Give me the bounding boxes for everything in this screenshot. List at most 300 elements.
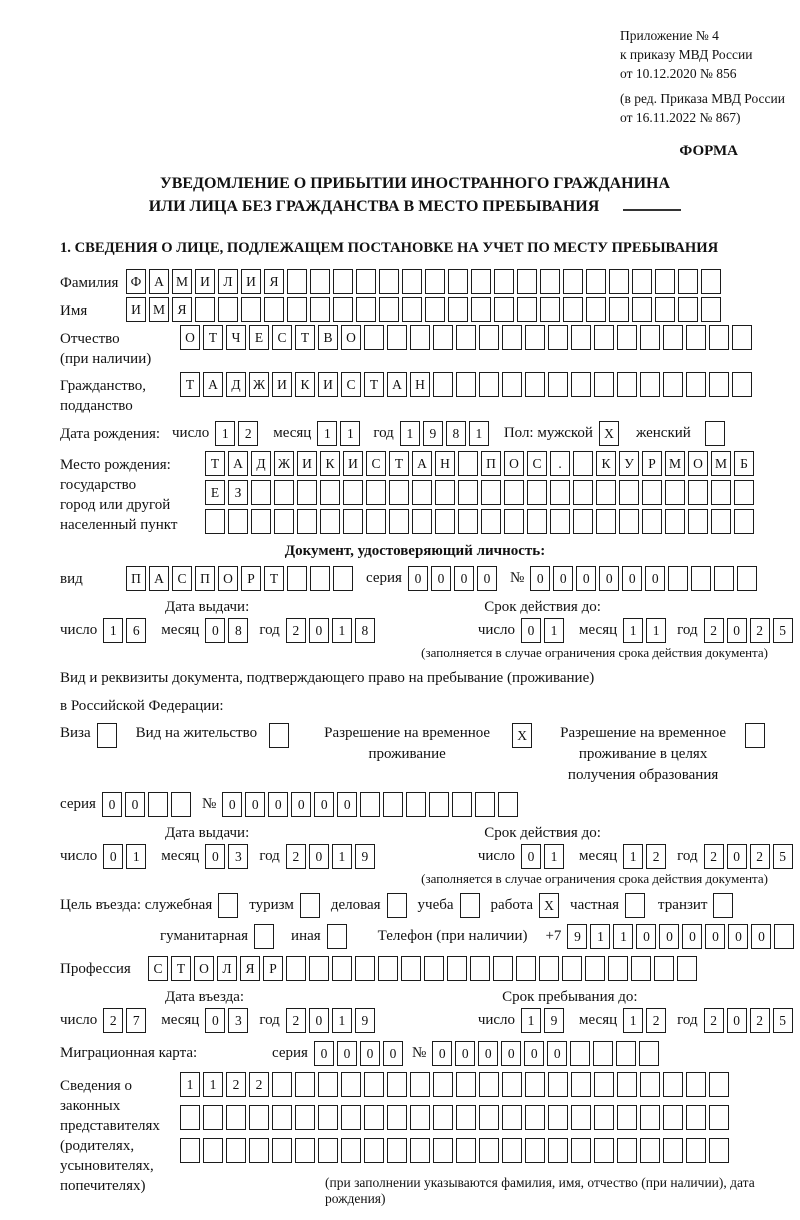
patronymic-cell[interactable] bbox=[479, 325, 499, 350]
date-cell[interactable]: 0 bbox=[205, 844, 225, 869]
doc-number-cell[interactable] bbox=[691, 566, 711, 591]
date-cell[interactable]: 2 bbox=[286, 618, 306, 643]
birthplace-cell[interactable] bbox=[734, 480, 754, 505]
date-cell[interactable]: 1 bbox=[126, 844, 146, 869]
surname-cell[interactable] bbox=[356, 269, 376, 294]
representative-cell[interactable] bbox=[525, 1138, 545, 1163]
birthplace-cell[interactable]: Д bbox=[251, 451, 271, 476]
date-cell[interactable]: 2 bbox=[750, 618, 770, 643]
birthplace-cell[interactable] bbox=[504, 509, 524, 534]
phone-cell[interactable]: 0 bbox=[728, 924, 748, 949]
business-cell[interactable] bbox=[387, 893, 407, 918]
representative-cell[interactable] bbox=[594, 1138, 614, 1163]
migration-number-cell[interactable] bbox=[639, 1041, 659, 1066]
birthplace-cell[interactable] bbox=[320, 480, 340, 505]
surname-cell[interactable]: М bbox=[172, 269, 192, 294]
birth-year-cell[interactable]: 8 bbox=[446, 421, 466, 446]
given-name-cell[interactable] bbox=[540, 297, 560, 322]
doc-type-cell[interactable]: А bbox=[149, 566, 169, 591]
doc-type-cell[interactable] bbox=[333, 566, 353, 591]
representative-cell[interactable] bbox=[617, 1138, 637, 1163]
phone-cell[interactable]: 0 bbox=[682, 924, 702, 949]
citizenship-cell[interactable] bbox=[732, 372, 752, 397]
date-cell[interactable]: 5 bbox=[773, 844, 793, 869]
birthplace-cell[interactable] bbox=[596, 509, 616, 534]
permit-number-cell[interactable]: 0 bbox=[245, 792, 265, 817]
doc-type-cell[interactable]: Р bbox=[241, 566, 261, 591]
citizenship-cell[interactable]: Ж bbox=[249, 372, 269, 397]
date-cell[interactable]: 9 bbox=[544, 1008, 564, 1033]
birthplace-cell[interactable] bbox=[297, 480, 317, 505]
doc-type-cell[interactable] bbox=[310, 566, 330, 591]
birthplace-cell[interactable] bbox=[504, 480, 524, 505]
representative-cell[interactable] bbox=[387, 1105, 407, 1130]
profession-cell[interactable]: О bbox=[194, 956, 214, 981]
profession-cell[interactable] bbox=[677, 956, 697, 981]
birthplace-cell[interactable] bbox=[711, 509, 731, 534]
date-cell[interactable]: 0 bbox=[309, 844, 329, 869]
birthplace-cell[interactable] bbox=[642, 480, 662, 505]
representative-cell[interactable] bbox=[709, 1072, 729, 1097]
patronymic-cell[interactable] bbox=[709, 325, 729, 350]
profession-cell[interactable]: С bbox=[148, 956, 168, 981]
representative-cell[interactable] bbox=[249, 1105, 269, 1130]
date-cell[interactable]: 1 bbox=[623, 1008, 643, 1033]
date-cell[interactable]: 6 bbox=[126, 618, 146, 643]
date-cell[interactable]: 8 bbox=[228, 618, 248, 643]
transit-cell[interactable] bbox=[713, 893, 733, 918]
patronymic-cell[interactable] bbox=[387, 325, 407, 350]
representative-cell[interactable] bbox=[663, 1105, 683, 1130]
representative-cell[interactable] bbox=[364, 1072, 384, 1097]
citizenship-cell[interactable]: Т bbox=[364, 372, 384, 397]
representative-cell[interactable] bbox=[525, 1105, 545, 1130]
permit-number-cell[interactable] bbox=[498, 792, 518, 817]
birthplace-cell[interactable] bbox=[711, 480, 731, 505]
patronymic-cell[interactable] bbox=[410, 325, 430, 350]
representative-cell[interactable] bbox=[594, 1105, 614, 1130]
patronymic-cell[interactable]: В bbox=[318, 325, 338, 350]
representative-cell[interactable]: 2 bbox=[249, 1072, 269, 1097]
date-cell[interactable]: 2 bbox=[704, 844, 724, 869]
surname-cell[interactable] bbox=[540, 269, 560, 294]
representative-cell[interactable] bbox=[295, 1138, 315, 1163]
surname-cell[interactable] bbox=[678, 269, 698, 294]
representative-cell[interactable] bbox=[502, 1138, 522, 1163]
representative-cell[interactable]: 1 bbox=[180, 1072, 200, 1097]
doc-number-cell[interactable]: 0 bbox=[553, 566, 573, 591]
private-cell[interactable] bbox=[625, 893, 645, 918]
birthplace-cell[interactable]: З bbox=[228, 480, 248, 505]
migration-number-cell[interactable]: 0 bbox=[478, 1041, 498, 1066]
given-name-cell[interactable] bbox=[287, 297, 307, 322]
date-cell[interactable]: 2 bbox=[646, 844, 666, 869]
date-cell[interactable]: 1 bbox=[544, 618, 564, 643]
patronymic-cell[interactable] bbox=[663, 325, 683, 350]
birthplace-cell[interactable]: . bbox=[550, 451, 570, 476]
date-cell[interactable]: 1 bbox=[623, 844, 643, 869]
doc-type-cell[interactable]: П bbox=[195, 566, 215, 591]
birth-year-cell[interactable]: 1 bbox=[400, 421, 420, 446]
humanitarian-cell[interactable] bbox=[254, 924, 274, 949]
date-cell[interactable]: 1 bbox=[623, 618, 643, 643]
birthplace-cell[interactable] bbox=[389, 480, 409, 505]
doc-series-cell[interactable]: 0 bbox=[477, 566, 497, 591]
surname-cell[interactable] bbox=[471, 269, 491, 294]
permit-number-cell[interactable]: 0 bbox=[291, 792, 311, 817]
patronymic-cell[interactable]: О bbox=[341, 325, 361, 350]
patronymic-cell[interactable] bbox=[640, 325, 660, 350]
given-name-cell[interactable] bbox=[195, 297, 215, 322]
representative-cell[interactable] bbox=[226, 1138, 246, 1163]
profession-cell[interactable] bbox=[539, 956, 559, 981]
representative-cell[interactable] bbox=[433, 1138, 453, 1163]
birthplace-cell[interactable]: Т bbox=[389, 451, 409, 476]
doc-number-cell[interactable]: 0 bbox=[645, 566, 665, 591]
visa-cell[interactable] bbox=[97, 723, 117, 748]
permit-number-cell[interactable]: 0 bbox=[337, 792, 357, 817]
representative-cell[interactable] bbox=[249, 1138, 269, 1163]
permit-number-cell[interactable]: 0 bbox=[314, 792, 334, 817]
representative-cell[interactable] bbox=[341, 1105, 361, 1130]
doc-number-cell[interactable]: 0 bbox=[599, 566, 619, 591]
profession-cell[interactable] bbox=[378, 956, 398, 981]
representative-cell[interactable] bbox=[548, 1072, 568, 1097]
phone-cell[interactable]: 0 bbox=[705, 924, 725, 949]
citizenship-cell[interactable]: С bbox=[341, 372, 361, 397]
birthplace-cell[interactable] bbox=[573, 451, 593, 476]
date-cell[interactable]: 0 bbox=[727, 618, 747, 643]
representative-cell[interactable] bbox=[364, 1138, 384, 1163]
birthplace-cell[interactable]: И bbox=[297, 451, 317, 476]
citizenship-cell[interactable] bbox=[525, 372, 545, 397]
birthplace-cell[interactable]: У bbox=[619, 451, 639, 476]
representative-cell[interactable] bbox=[686, 1072, 706, 1097]
patronymic-cell[interactable] bbox=[571, 325, 591, 350]
doc-number-cell[interactable] bbox=[668, 566, 688, 591]
profession-cell[interactable]: Р bbox=[263, 956, 283, 981]
given-name-cell[interactable] bbox=[218, 297, 238, 322]
given-name-cell[interactable] bbox=[609, 297, 629, 322]
representative-cell[interactable]: 1 bbox=[203, 1072, 223, 1097]
migration-number-cell[interactable]: 0 bbox=[547, 1041, 567, 1066]
date-cell[interactable]: 2 bbox=[646, 1008, 666, 1033]
citizenship-cell[interactable]: А bbox=[387, 372, 407, 397]
patronymic-cell[interactable] bbox=[433, 325, 453, 350]
birthplace-cell[interactable] bbox=[320, 509, 340, 534]
patronymic-cell[interactable] bbox=[594, 325, 614, 350]
birthplace-cell[interactable] bbox=[642, 509, 662, 534]
phone-cell[interactable]: 9 bbox=[567, 924, 587, 949]
date-cell[interactable]: 0 bbox=[727, 844, 747, 869]
given-name-cell[interactable] bbox=[563, 297, 583, 322]
given-name-cell[interactable] bbox=[517, 297, 537, 322]
profession-cell[interactable] bbox=[516, 956, 536, 981]
representative-cell[interactable] bbox=[594, 1072, 614, 1097]
citizenship-cell[interactable] bbox=[571, 372, 591, 397]
date-cell[interactable]: 0 bbox=[205, 618, 225, 643]
birthplace-cell[interactable]: С bbox=[527, 451, 547, 476]
birthplace-cell[interactable] bbox=[458, 480, 478, 505]
phone-cell[interactable]: 1 bbox=[613, 924, 633, 949]
permit-series-cell[interactable]: 0 bbox=[102, 792, 122, 817]
migration-series-cell[interactable]: 0 bbox=[337, 1041, 357, 1066]
representative-cell[interactable] bbox=[341, 1072, 361, 1097]
date-cell[interactable]: 2 bbox=[750, 1008, 770, 1033]
migration-number-cell[interactable] bbox=[616, 1041, 636, 1066]
surname-cell[interactable] bbox=[379, 269, 399, 294]
permit-series-cell[interactable]: 0 bbox=[125, 792, 145, 817]
representative-cell[interactable] bbox=[502, 1105, 522, 1130]
birthplace-cell[interactable]: О bbox=[504, 451, 524, 476]
permit-number-cell[interactable] bbox=[360, 792, 380, 817]
representative-cell[interactable] bbox=[272, 1138, 292, 1163]
date-cell[interactable]: 0 bbox=[205, 1008, 225, 1033]
migration-number-cell[interactable]: 0 bbox=[501, 1041, 521, 1066]
profession-cell[interactable] bbox=[631, 956, 651, 981]
representative-cell[interactable] bbox=[571, 1072, 591, 1097]
sex-male-cell[interactable]: X bbox=[599, 421, 619, 446]
patronymic-cell[interactable] bbox=[525, 325, 545, 350]
birthplace-cell[interactable]: Т bbox=[205, 451, 225, 476]
date-cell[interactable]: 2 bbox=[286, 844, 306, 869]
citizenship-cell[interactable] bbox=[686, 372, 706, 397]
date-cell[interactable]: 0 bbox=[309, 1008, 329, 1033]
date-cell[interactable]: 2 bbox=[704, 618, 724, 643]
date-cell[interactable]: 3 bbox=[228, 844, 248, 869]
representative-cell[interactable] bbox=[640, 1105, 660, 1130]
profession-cell[interactable] bbox=[493, 956, 513, 981]
given-name-cell[interactable] bbox=[402, 297, 422, 322]
citizenship-cell[interactable]: Т bbox=[180, 372, 200, 397]
profession-cell[interactable] bbox=[332, 956, 352, 981]
patronymic-cell[interactable]: С bbox=[272, 325, 292, 350]
citizenship-cell[interactable] bbox=[548, 372, 568, 397]
birthplace-cell[interactable] bbox=[481, 480, 501, 505]
migration-number-cell[interactable]: 0 bbox=[455, 1041, 475, 1066]
permit-number-cell[interactable]: 0 bbox=[222, 792, 242, 817]
given-name-cell[interactable] bbox=[494, 297, 514, 322]
doc-number-cell[interactable]: 0 bbox=[530, 566, 550, 591]
migration-number-cell[interactable]: 0 bbox=[432, 1041, 452, 1066]
citizenship-cell[interactable] bbox=[479, 372, 499, 397]
citizenship-cell[interactable] bbox=[640, 372, 660, 397]
given-name-cell[interactable] bbox=[655, 297, 675, 322]
representative-cell[interactable] bbox=[410, 1105, 430, 1130]
surname-cell[interactable] bbox=[402, 269, 422, 294]
birthplace-cell[interactable] bbox=[665, 509, 685, 534]
birthplace-cell[interactable] bbox=[619, 509, 639, 534]
date-cell[interactable]: 0 bbox=[309, 618, 329, 643]
representative-cell[interactable] bbox=[203, 1138, 223, 1163]
patronymic-cell[interactable] bbox=[732, 325, 752, 350]
representative-cell[interactable] bbox=[709, 1138, 729, 1163]
representative-cell[interactable] bbox=[272, 1105, 292, 1130]
date-cell[interactable]: 3 bbox=[228, 1008, 248, 1033]
birthplace-cell[interactable] bbox=[412, 509, 432, 534]
representative-cell[interactable] bbox=[663, 1138, 683, 1163]
birthplace-cell[interactable]: П bbox=[481, 451, 501, 476]
representative-cell[interactable] bbox=[318, 1105, 338, 1130]
birthplace-cell[interactable] bbox=[527, 509, 547, 534]
given-name-cell[interactable] bbox=[586, 297, 606, 322]
birthplace-cell[interactable] bbox=[297, 509, 317, 534]
representative-cell[interactable] bbox=[686, 1105, 706, 1130]
birthplace-cell[interactable] bbox=[550, 480, 570, 505]
birthplace-cell[interactable] bbox=[366, 480, 386, 505]
birthplace-cell[interactable] bbox=[205, 509, 225, 534]
patronymic-cell[interactable]: О bbox=[180, 325, 200, 350]
citizenship-cell[interactable] bbox=[663, 372, 683, 397]
patronymic-cell[interactable]: Т bbox=[203, 325, 223, 350]
date-cell[interactable]: 7 bbox=[126, 1008, 146, 1033]
surname-cell[interactable] bbox=[517, 269, 537, 294]
citizenship-cell[interactable] bbox=[617, 372, 637, 397]
citizenship-cell[interactable] bbox=[594, 372, 614, 397]
surname-cell[interactable]: Л bbox=[218, 269, 238, 294]
profession-cell[interactable] bbox=[447, 956, 467, 981]
representative-cell[interactable] bbox=[709, 1105, 729, 1130]
doc-type-cell[interactable]: О bbox=[218, 566, 238, 591]
study-cell[interactable] bbox=[460, 893, 480, 918]
given-name-cell[interactable] bbox=[310, 297, 330, 322]
citizenship-cell[interactable]: Д bbox=[226, 372, 246, 397]
birthplace-cell[interactable] bbox=[573, 480, 593, 505]
phone-cell[interactable]: 1 bbox=[590, 924, 610, 949]
patronymic-cell[interactable] bbox=[364, 325, 384, 350]
given-name-cell[interactable] bbox=[425, 297, 445, 322]
birth-day-cell[interactable]: 2 bbox=[238, 421, 258, 446]
representative-cell[interactable] bbox=[433, 1105, 453, 1130]
birthplace-cell[interactable] bbox=[458, 509, 478, 534]
citizenship-cell[interactable]: И bbox=[318, 372, 338, 397]
birthplace-cell[interactable]: А bbox=[228, 451, 248, 476]
profession-cell[interactable] bbox=[401, 956, 421, 981]
surname-cell[interactable] bbox=[448, 269, 468, 294]
representative-cell[interactable] bbox=[456, 1105, 476, 1130]
profession-cell[interactable]: Т bbox=[171, 956, 191, 981]
migration-series-cell[interactable]: 0 bbox=[383, 1041, 403, 1066]
date-cell[interactable]: 1 bbox=[521, 1008, 541, 1033]
birthplace-cell[interactable]: О bbox=[688, 451, 708, 476]
birth-year-cell[interactable]: 1 bbox=[469, 421, 489, 446]
temp-edu-cell[interactable] bbox=[745, 723, 765, 748]
temp-permit-cell[interactable]: X bbox=[512, 723, 532, 748]
permit-series-cell[interactable] bbox=[148, 792, 168, 817]
date-cell[interactable]: 1 bbox=[332, 844, 352, 869]
birthplace-cell[interactable] bbox=[527, 480, 547, 505]
profession-cell[interactable] bbox=[654, 956, 674, 981]
representative-cell[interactable] bbox=[548, 1105, 568, 1130]
given-name-cell[interactable] bbox=[448, 297, 468, 322]
phone-cell[interactable]: 0 bbox=[751, 924, 771, 949]
given-name-cell[interactable]: М bbox=[149, 297, 169, 322]
birthplace-cell[interactable]: Н bbox=[435, 451, 455, 476]
birthplace-cell[interactable] bbox=[274, 509, 294, 534]
birthplace-cell[interactable] bbox=[274, 480, 294, 505]
representative-cell[interactable] bbox=[180, 1138, 200, 1163]
given-name-cell[interactable] bbox=[333, 297, 353, 322]
date-cell[interactable]: 8 bbox=[355, 618, 375, 643]
birthplace-cell[interactable] bbox=[573, 509, 593, 534]
given-name-cell[interactable]: И bbox=[126, 297, 146, 322]
birthplace-cell[interactable] bbox=[435, 480, 455, 505]
representative-cell[interactable] bbox=[571, 1105, 591, 1130]
patronymic-cell[interactable] bbox=[617, 325, 637, 350]
citizenship-cell[interactable] bbox=[502, 372, 522, 397]
patronymic-cell[interactable] bbox=[502, 325, 522, 350]
date-cell[interactable]: 2 bbox=[103, 1008, 123, 1033]
representative-cell[interactable] bbox=[272, 1072, 292, 1097]
representative-cell[interactable] bbox=[617, 1072, 637, 1097]
migration-series-cell[interactable]: 0 bbox=[360, 1041, 380, 1066]
citizenship-cell[interactable]: А bbox=[203, 372, 223, 397]
given-name-cell[interactable] bbox=[678, 297, 698, 322]
birthplace-cell[interactable] bbox=[366, 509, 386, 534]
representative-cell[interactable] bbox=[502, 1072, 522, 1097]
surname-cell[interactable]: Я bbox=[264, 269, 284, 294]
representative-cell[interactable] bbox=[640, 1072, 660, 1097]
date-cell[interactable]: 1 bbox=[544, 844, 564, 869]
surname-cell[interactable] bbox=[494, 269, 514, 294]
profession-cell[interactable]: Л bbox=[217, 956, 237, 981]
surname-cell[interactable]: И bbox=[241, 269, 261, 294]
date-cell[interactable]: 9 bbox=[355, 844, 375, 869]
doc-series-cell[interactable]: 0 bbox=[408, 566, 428, 591]
date-cell[interactable]: 5 bbox=[773, 618, 793, 643]
birthplace-cell[interactable]: Е bbox=[205, 480, 225, 505]
date-cell[interactable]: 9 bbox=[355, 1008, 375, 1033]
representative-cell[interactable] bbox=[686, 1138, 706, 1163]
representative-cell[interactable] bbox=[387, 1072, 407, 1097]
doc-type-cell[interactable]: Т bbox=[264, 566, 284, 591]
permit-number-cell[interactable] bbox=[383, 792, 403, 817]
service-cell[interactable] bbox=[218, 893, 238, 918]
birthplace-cell[interactable]: И bbox=[343, 451, 363, 476]
doc-type-cell[interactable]: П bbox=[126, 566, 146, 591]
date-cell[interactable]: 0 bbox=[521, 618, 541, 643]
representative-cell[interactable] bbox=[410, 1138, 430, 1163]
birthplace-cell[interactable] bbox=[619, 480, 639, 505]
migration-number-cell[interactable] bbox=[593, 1041, 613, 1066]
citizenship-cell[interactable] bbox=[433, 372, 453, 397]
given-name-cell[interactable] bbox=[264, 297, 284, 322]
birthplace-cell[interactable] bbox=[251, 480, 271, 505]
birthplace-cell[interactable] bbox=[343, 480, 363, 505]
representative-cell[interactable] bbox=[295, 1105, 315, 1130]
birthplace-cell[interactable] bbox=[550, 509, 570, 534]
surname-cell[interactable]: А bbox=[149, 269, 169, 294]
representative-cell[interactable] bbox=[226, 1105, 246, 1130]
birthplace-cell[interactable] bbox=[688, 480, 708, 505]
birthplace-cell[interactable] bbox=[412, 480, 432, 505]
birthplace-cell[interactable] bbox=[458, 451, 478, 476]
date-cell[interactable]: 5 bbox=[773, 1008, 793, 1033]
birthplace-cell[interactable] bbox=[251, 509, 271, 534]
permit-number-cell[interactable] bbox=[406, 792, 426, 817]
birthplace-cell[interactable]: Р bbox=[642, 451, 662, 476]
profession-cell[interactable] bbox=[585, 956, 605, 981]
patronymic-cell[interactable]: Т bbox=[295, 325, 315, 350]
date-cell[interactable]: 1 bbox=[646, 618, 666, 643]
representative-cell[interactable] bbox=[479, 1072, 499, 1097]
profession-cell[interactable] bbox=[355, 956, 375, 981]
birthplace-cell[interactable] bbox=[343, 509, 363, 534]
date-cell[interactable]: 2 bbox=[750, 844, 770, 869]
profession-cell[interactable] bbox=[309, 956, 329, 981]
representative-cell[interactable] bbox=[180, 1105, 200, 1130]
residence-permit-cell[interactable] bbox=[269, 723, 289, 748]
